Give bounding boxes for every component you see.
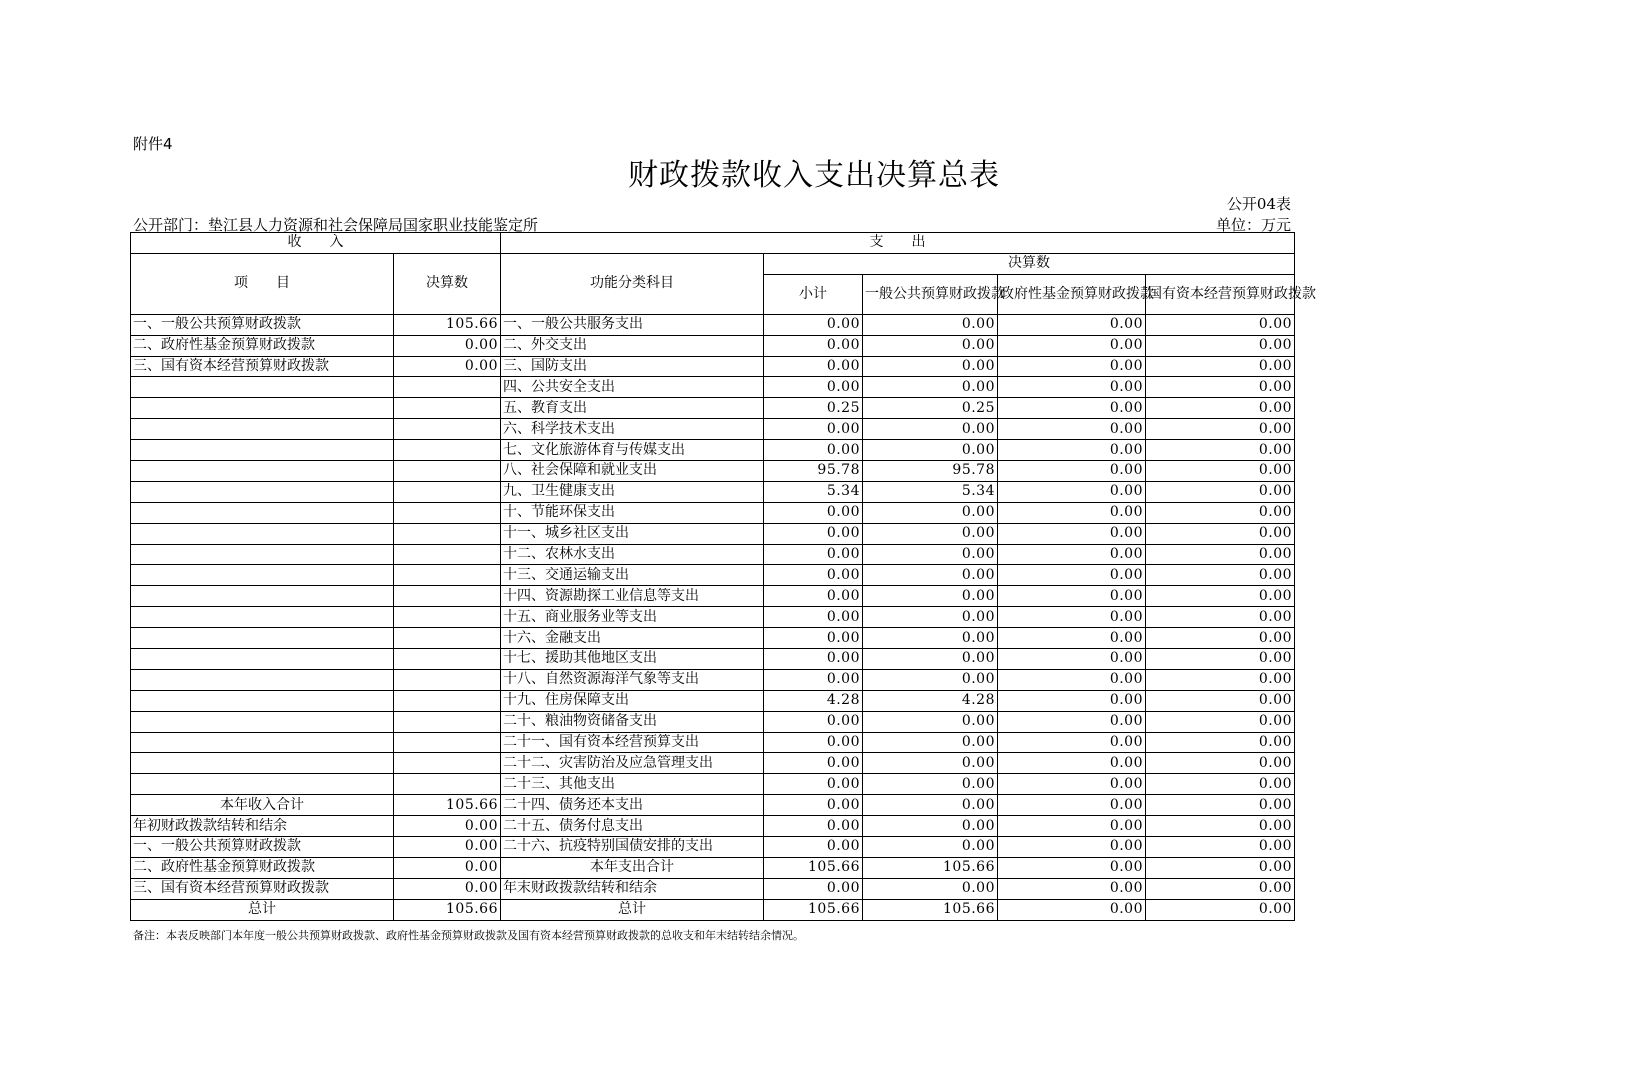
table-row — [131, 690, 1295, 711]
table-row — [131, 816, 1295, 837]
table-row — [131, 398, 1295, 419]
table-row — [131, 544, 1295, 565]
general-budget-cell: 0.00 — [863, 335, 998, 356]
page-title: 财政拨款收入支出决算总表 — [628, 158, 1000, 193]
income-item-cell: 年初财政拨款结转和结余 — [131, 816, 394, 837]
gov-fund-cell: 0.00 — [998, 586, 1146, 607]
state-capital-cell: 0.00 — [1146, 878, 1295, 899]
gov-fund-cell: 0.00 — [998, 565, 1146, 586]
state-capital-cell: 0.00 — [1146, 335, 1295, 356]
table-row — [131, 314, 1295, 335]
income-amount-cell: 105.66 — [394, 795, 501, 816]
subtotal-cell: 0.00 — [764, 607, 863, 628]
general-budget-cell: 5.34 — [863, 481, 998, 502]
function-category-cell: 三、国防支出 — [501, 356, 764, 377]
gov-fund-cell: 0.00 — [998, 774, 1146, 795]
table-row — [131, 502, 1295, 523]
state-capital-cell: 0.00 — [1146, 732, 1295, 753]
table-row — [131, 732, 1295, 753]
income-amount-cell — [394, 649, 501, 670]
table-body — [131, 314, 1295, 920]
general-budget-cell: 0.00 — [863, 774, 998, 795]
function-category-cell: 年末财政拨款结转和结余 — [501, 878, 764, 899]
general-budget-cell: 0.00 — [863, 565, 998, 586]
function-category-cell: 二十、粮油物资储备支出 — [501, 711, 764, 732]
table-row — [131, 837, 1295, 858]
function-category-cell: 十五、商业服务业等支出 — [501, 607, 764, 628]
expense-header: 支 出 — [501, 233, 1295, 254]
state-capital-cell: 0.00 — [1146, 669, 1295, 690]
subtotal-cell: 0.00 — [764, 356, 863, 377]
final-amount-group-header: 决算数 — [764, 253, 1295, 274]
gov-fund-cell: 0.00 — [998, 356, 1146, 377]
general-budget-cell: 0.00 — [863, 544, 998, 565]
table-row — [131, 523, 1295, 544]
income-amount-cell — [394, 607, 501, 628]
state-capital-cell: 0.00 — [1146, 795, 1295, 816]
state-capital-cell: 0.00 — [1146, 837, 1295, 858]
state-capital-cell: 0.00 — [1146, 356, 1295, 377]
subtotal-cell: 0.00 — [764, 732, 863, 753]
income-amount-cell: 105.66 — [394, 899, 501, 920]
income-item-cell — [131, 586, 394, 607]
income-item-cell — [131, 377, 394, 398]
subtotal-cell: 0.00 — [764, 586, 863, 607]
income-item-cell — [131, 544, 394, 565]
table-row — [131, 356, 1295, 377]
table-row — [131, 586, 1295, 607]
income-item-cell: 二、政府性基金预算财政拨款 — [131, 857, 394, 878]
income-amount-cell: 0.00 — [394, 356, 501, 377]
gov-fund-cell: 0.00 — [998, 878, 1146, 899]
general-budget-cell: 0.00 — [863, 669, 998, 690]
subtotal-cell: 0.00 — [764, 816, 863, 837]
table-row — [131, 795, 1295, 816]
general-budget-cell: 0.00 — [863, 419, 998, 440]
function-category-cell: 本年支出合计 — [501, 857, 764, 878]
subtotal-cell: 0.00 — [764, 377, 863, 398]
subtotal-cell: 0.00 — [764, 753, 863, 774]
income-amount-cell — [394, 628, 501, 649]
income-amount-cell — [394, 502, 501, 523]
income-amount-cell — [394, 440, 501, 461]
function-category-cell: 八、社会保障和就业支出 — [501, 461, 764, 482]
table-row — [131, 419, 1295, 440]
table-row — [131, 461, 1295, 482]
department-label: 公开部门：垫江县人力资源和社会保障局国家职业技能鉴定所 — [133, 216, 539, 234]
function-category-cell: 四、公共安全支出 — [501, 377, 764, 398]
income-amount-cell — [394, 461, 501, 482]
attachment-label: 附件4 — [133, 135, 173, 153]
gov-fund-cell: 0.00 — [998, 440, 1146, 461]
state-capital-cell: 0.00 — [1146, 461, 1295, 482]
function-category-cell: 十四、资源勘探工业信息等支出 — [501, 586, 764, 607]
subtotal-cell: 0.00 — [764, 314, 863, 335]
subtotal-cell: 105.66 — [764, 899, 863, 920]
subtotal-cell: 0.00 — [764, 544, 863, 565]
income-item-cell — [131, 481, 394, 502]
general-budget-cell: 0.00 — [863, 732, 998, 753]
gov-fund-cell: 0.00 — [998, 419, 1146, 440]
table-row — [131, 481, 1295, 502]
gov-fund-cell: 0.00 — [998, 335, 1146, 356]
general-budget-cell: 0.00 — [863, 440, 998, 461]
income-amount-cell: 0.00 — [394, 837, 501, 858]
table-row — [131, 774, 1295, 795]
income-amount-cell — [394, 586, 501, 607]
final-amount-header: 决算数 — [394, 253, 501, 314]
table-row — [131, 857, 1295, 878]
function-category-cell: 二、外交支出 — [501, 335, 764, 356]
function-category-cell: 二十二、灾害防治及应急管理支出 — [501, 753, 764, 774]
function-category-cell: 二十一、国有资本经营预算支出 — [501, 732, 764, 753]
table-row — [131, 669, 1295, 690]
gov-fund-cell: 0.00 — [998, 481, 1146, 502]
income-amount-cell — [394, 523, 501, 544]
function-category-header: 功能分类科目 — [501, 253, 764, 314]
state-capital-cell: 0.00 — [1146, 440, 1295, 461]
subtotal-cell: 0.00 — [764, 502, 863, 523]
general-budget-cell: 0.00 — [863, 523, 998, 544]
subtotal-cell: 0.25 — [764, 398, 863, 419]
income-item-cell — [131, 523, 394, 544]
income-item-cell — [131, 440, 394, 461]
general-budget-cell: 0.00 — [863, 795, 998, 816]
subtotal-cell: 0.00 — [764, 669, 863, 690]
income-item-cell: 二、政府性基金预算财政拨款 — [131, 335, 394, 356]
state-capital-cell: 0.00 — [1146, 816, 1295, 837]
state-capital-cell: 0.00 — [1146, 544, 1295, 565]
income-item-cell: 三、国有资本经营预算财政拨款 — [131, 878, 394, 899]
income-item-cell: 一、一般公共预算财政拨款 — [131, 837, 394, 858]
gov-fund-cell: 0.00 — [998, 523, 1146, 544]
general-budget-cell: 0.00 — [863, 753, 998, 774]
income-item-cell — [131, 419, 394, 440]
income-item-cell — [131, 398, 394, 419]
state-capital-cell: 0.00 — [1146, 419, 1295, 440]
function-category-cell: 五、教育支出 — [501, 398, 764, 419]
table-row — [131, 628, 1295, 649]
subtotal-cell: 0.00 — [764, 837, 863, 858]
income-amount-cell — [394, 732, 501, 753]
state-capital-cell: 0.00 — [1146, 314, 1295, 335]
income-item-cell: 总计 — [131, 899, 394, 920]
general-budget-cell: 0.00 — [863, 607, 998, 628]
income-amount-cell — [394, 419, 501, 440]
subtotal-cell: 0.00 — [764, 523, 863, 544]
function-category-cell: 十九、住房保障支出 — [501, 690, 764, 711]
function-category-cell: 一、一般公共服务支出 — [501, 314, 764, 335]
subtotal-cell: 5.34 — [764, 481, 863, 502]
general-budget-cell: 0.00 — [863, 649, 998, 670]
subtotal-cell: 0.00 — [764, 628, 863, 649]
income-amount-cell — [394, 481, 501, 502]
income-item-cell — [131, 711, 394, 732]
gov-fund-cell: 0.00 — [998, 314, 1146, 335]
gov-fund-cell: 0.00 — [998, 795, 1146, 816]
function-category-cell: 十三、交通运输支出 — [501, 565, 764, 586]
unit-label: 单位：万元 — [1215, 216, 1291, 234]
income-item-cell — [131, 607, 394, 628]
state-capital-cell: 0.00 — [1146, 774, 1295, 795]
function-category-cell: 十、节能环保支出 — [501, 502, 764, 523]
income-amount-cell: 0.00 — [394, 335, 501, 356]
income-header: 收 入 — [131, 233, 501, 254]
gov-fund-cell: 0.00 — [998, 711, 1146, 732]
table-row — [131, 899, 1295, 920]
subtotal-cell: 0.00 — [764, 649, 863, 670]
function-category-cell: 二十五、债务付息支出 — [501, 816, 764, 837]
income-item-cell — [131, 753, 394, 774]
header-row-1 — [131, 233, 1295, 254]
income-item-cell: 本年收入合计 — [131, 795, 394, 816]
subtotal-cell: 0.00 — [764, 774, 863, 795]
finance-table — [130, 232, 1316, 921]
gov-fund-cell: 0.00 — [998, 899, 1146, 920]
gov-fund-cell: 0.00 — [998, 690, 1146, 711]
income-amount-cell — [394, 398, 501, 419]
income-amount-cell — [394, 669, 501, 690]
header-row-2 — [131, 253, 1295, 274]
subtotal-cell: 0.00 — [764, 711, 863, 732]
general-budget-cell: 0.00 — [863, 878, 998, 899]
gov-fund-cell: 0.00 — [998, 649, 1146, 670]
footnote: 备注：本表反映部门本年度一般公共预算财政拨款、政府性基金预算财政拨款及国有资本经营预算财政拨款的总收支和年末结转结余情况。 — [133, 929, 804, 942]
state-capital-cell: 0.00 — [1146, 899, 1295, 920]
table-row — [131, 607, 1295, 628]
income-item-cell: 三、国有资本经营预算财政拨款 — [131, 356, 394, 377]
general-budget-cell: 95.78 — [863, 461, 998, 482]
state-capital-cell: 0.00 — [1146, 398, 1295, 419]
general-budget-cell: 105.66 — [863, 899, 998, 920]
function-category-cell: 七、文化旅游体育与传媒支出 — [501, 440, 764, 461]
table-row — [131, 753, 1295, 774]
general-budget-cell: 0.00 — [863, 837, 998, 858]
gov-fund-cell: 0.00 — [998, 669, 1146, 690]
state-capital-cell: 0.00 — [1146, 481, 1295, 502]
form-number: 公开04表 — [1226, 195, 1291, 213]
general-budget-cell: 0.00 — [863, 711, 998, 732]
income-item-cell — [131, 461, 394, 482]
state-capital-cell: 0.00 — [1146, 502, 1295, 523]
income-item-cell — [131, 502, 394, 523]
gov-fund-cell: 0.00 — [998, 732, 1146, 753]
item-header: 项 目 — [131, 253, 394, 314]
state-capital-cell: 0.00 — [1146, 753, 1295, 774]
income-amount-cell — [394, 774, 501, 795]
subtotal-cell: 105.66 — [764, 857, 863, 878]
function-category-cell: 十一、城乡社区支出 — [501, 523, 764, 544]
income-amount-cell — [394, 565, 501, 586]
gov-fund-cell: 0.00 — [998, 837, 1146, 858]
table-row — [131, 711, 1295, 732]
state-capital-cell: 0.00 — [1146, 628, 1295, 649]
general-budget-cell: 4.28 — [863, 690, 998, 711]
general-budget-cell: 0.00 — [863, 377, 998, 398]
income-amount-cell — [394, 544, 501, 565]
general-budget-cell: 0.00 — [863, 816, 998, 837]
state-capital-cell: 0.00 — [1146, 857, 1295, 878]
income-amount-cell: 0.00 — [394, 816, 501, 837]
income-amount-cell: 0.00 — [394, 878, 501, 899]
function-category-cell: 十二、农林水支出 — [501, 544, 764, 565]
table-row — [131, 878, 1295, 899]
table-row — [131, 565, 1295, 586]
function-category-cell: 总计 — [501, 899, 764, 920]
income-amount-cell: 105.66 — [394, 314, 501, 335]
general-budget-cell: 0.00 — [863, 628, 998, 649]
function-category-cell: 九、卫生健康支出 — [501, 481, 764, 502]
subtotal-cell: 0.00 — [764, 565, 863, 586]
income-amount-cell: 0.00 — [394, 857, 501, 878]
function-category-cell: 十六、金融支出 — [501, 628, 764, 649]
gov-fund-cell: 0.00 — [998, 753, 1146, 774]
gov-fund-cell: 0.00 — [998, 398, 1146, 419]
general-budget-cell: 0.00 — [863, 356, 998, 377]
table-row — [131, 440, 1295, 461]
state-capital-cell: 0.00 — [1146, 523, 1295, 544]
state-capital-cell: 0.00 — [1146, 607, 1295, 628]
subtotal-cell: 0.00 — [764, 419, 863, 440]
income-amount-cell — [394, 377, 501, 398]
state-capital-header: 国有资本经营预算财政拨款 — [1146, 274, 1295, 314]
general-budget-header: 一般公共预算财政拨款 — [863, 274, 998, 314]
subtotal-cell: 0.00 — [764, 795, 863, 816]
gov-fund-cell: 0.00 — [998, 607, 1146, 628]
table-row — [131, 377, 1295, 398]
income-item-cell — [131, 669, 394, 690]
function-category-cell: 十七、援助其他地区支出 — [501, 649, 764, 670]
general-budget-cell: 0.00 — [863, 502, 998, 523]
gov-fund-cell: 0.00 — [998, 628, 1146, 649]
gov-fund-cell: 0.00 — [998, 857, 1146, 878]
income-item-cell — [131, 690, 394, 711]
income-item-cell — [131, 774, 394, 795]
table-row — [131, 649, 1295, 670]
general-budget-cell: 105.66 — [863, 857, 998, 878]
general-budget-cell: 0.25 — [863, 398, 998, 419]
state-capital-cell: 0.00 — [1146, 586, 1295, 607]
function-category-cell: 十八、自然资源海洋气象等支出 — [501, 669, 764, 690]
income-amount-cell — [394, 711, 501, 732]
state-capital-cell: 0.00 — [1146, 649, 1295, 670]
subtotal-cell: 0.00 — [764, 440, 863, 461]
state-capital-cell: 0.00 — [1146, 565, 1295, 586]
gov-fund-cell: 0.00 — [998, 461, 1146, 482]
general-budget-cell: 0.00 — [863, 586, 998, 607]
general-budget-cell: 0.00 — [863, 314, 998, 335]
income-item-cell — [131, 732, 394, 753]
function-category-cell: 六、科学技术支出 — [501, 419, 764, 440]
subtotal-header: 小计 — [764, 274, 863, 314]
subtotal-cell: 0.00 — [764, 335, 863, 356]
income-item-cell — [131, 565, 394, 586]
function-category-cell: 二十六、抗疫特别国债安排的支出 — [501, 837, 764, 858]
gov-fund-cell: 0.00 — [998, 502, 1146, 523]
function-category-cell: 二十三、其他支出 — [501, 774, 764, 795]
income-item-cell — [131, 649, 394, 670]
gov-fund-header: 政府性基金预算财政拨款 — [998, 274, 1146, 314]
income-item-cell — [131, 628, 394, 649]
gov-fund-cell: 0.00 — [998, 377, 1146, 398]
gov-fund-cell: 0.00 — [998, 544, 1146, 565]
table-row — [131, 335, 1295, 356]
gov-fund-cell: 0.00 — [998, 816, 1146, 837]
state-capital-cell: 0.00 — [1146, 377, 1295, 398]
income-item-cell: 一、一般公共预算财政拨款 — [131, 314, 394, 335]
subtotal-cell: 4.28 — [764, 690, 863, 711]
function-category-cell: 二十四、债务还本支出 — [501, 795, 764, 816]
income-amount-cell — [394, 753, 501, 774]
subtotal-cell: 0.00 — [764, 878, 863, 899]
income-amount-cell — [394, 690, 501, 711]
subtotal-cell: 95.78 — [764, 461, 863, 482]
state-capital-cell: 0.00 — [1146, 690, 1295, 711]
state-capital-cell: 0.00 — [1146, 711, 1295, 732]
